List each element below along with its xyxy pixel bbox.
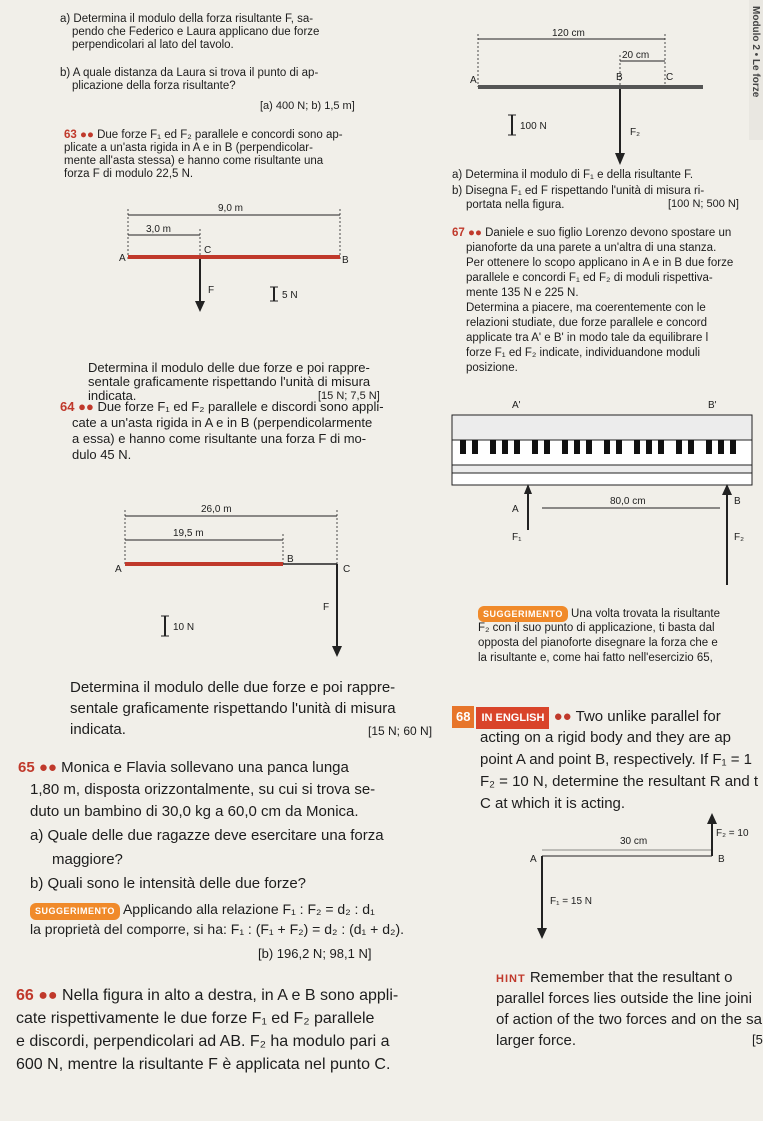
p63-question-1: Determina il modulo delle due forze e poi rappre- xyxy=(88,360,370,375)
p62b-b: b) Disegna F₁ ed F rispettando l'unità di misura ri- xyxy=(452,185,705,197)
fig1-force: F₂ xyxy=(630,127,640,138)
fig68-F2: F₂ = 10 xyxy=(716,828,749,839)
p1-b: b) A quale distanza da Laura si trova il punto di ap- xyxy=(60,67,319,79)
p1-a: a) Determina il modulo della forza risultante F, sa- xyxy=(60,13,314,25)
p68-text-2: acting on a rigid body and they are ap xyxy=(480,729,732,746)
sugg67-line-1: SUGGERIMENTO Una volta trovata la risultante xyxy=(478,606,720,622)
fig63-force: F xyxy=(208,285,215,296)
p67-text-7: relazioni studiate, due forze parallele e concord xyxy=(466,317,708,329)
p67-text-3: Per ottenere lo scopo applicano in A e in B due forze xyxy=(466,257,734,269)
p63-question-3: indicata. xyxy=(88,388,137,403)
p64-answer: [15 N; 60 N] xyxy=(368,724,433,738)
p64-question-3: indicata. xyxy=(70,721,126,738)
fig67-f1: F₁ xyxy=(512,532,522,543)
fig63-scale: 5 N xyxy=(282,290,298,301)
fig67-B: B xyxy=(734,496,741,507)
p65-text-3: duto un bambino di 30,0 kg a 60,0 cm da Monica. xyxy=(30,803,359,820)
p66-text-2: cate rispettivamente le due forze F₁ ed F₂ parallele xyxy=(16,1010,375,1027)
fig68-B: B xyxy=(718,854,725,865)
p67-text-4: parallele e concordi F₁ ed F₂ di moduli rispettiva- xyxy=(466,272,713,284)
p64-question-1: Determina il modulo delle due forze e poi rappre- xyxy=(70,679,396,696)
p64-text-4: dulo 45 N. xyxy=(72,447,132,462)
fig1-d2: 20 cm xyxy=(622,50,650,61)
fig64-d2: 19,5 m xyxy=(173,528,204,539)
p65-sugg-1: SUGGERIMENTO Applicando alla relazione F₁ : F₂ = d₂ : d₁ xyxy=(30,902,375,920)
p67-text-1: 67 ●● Daniele e suo figlio Lorenzo devono spostare un xyxy=(452,227,732,239)
p68-text-5: C at which it is acting. xyxy=(480,795,626,812)
p64-text-2: cate a un'asta rigida in A e in B (perpendicolarmente xyxy=(72,415,373,430)
figure-1 xyxy=(440,25,740,175)
p65-text-1: 65 ●● Monica e Flavia sollevano una panca lunga xyxy=(18,759,349,776)
p67-text-10: posizione. xyxy=(466,362,518,374)
p64-text-1: 64 ●● Due forze F₁ ed F₂ parallele e discordi sono appli- xyxy=(60,399,384,414)
fig64-d1: 26,0 m xyxy=(201,504,232,515)
p62b-b2: portata nella figura. xyxy=(466,199,565,211)
p1-a3: perpendicolari al lato del tavolo. xyxy=(72,39,234,51)
p66-text-1: 66 ●● Nella figura in alto a destra, in A e B sono appli- xyxy=(16,987,399,1004)
p67-text-8: applicate tra A' e B' in modo tale da equilibrare l xyxy=(466,332,709,344)
fig63-A: A xyxy=(119,253,126,264)
p68-number: 68 xyxy=(452,706,474,728)
p68-hint-4: larger force. xyxy=(496,1032,577,1049)
sidebar-text: Modulo 2 • Le forze xyxy=(750,6,761,98)
fig63-B: B xyxy=(342,255,349,266)
p63-question-2: sentale graficamente rispettando l'unità di misura xyxy=(88,374,371,389)
fig68-d: 30 cm xyxy=(620,836,648,847)
p63-text-2: plicate a un'asta rigida in A e in B (perpendicolar- xyxy=(64,142,313,154)
p67-text-6: Determina a piacere, ma coerentemente con le xyxy=(466,302,706,314)
p1-answer: [a) 400 N; b) 1,5 m] xyxy=(260,100,355,112)
p67-text-9: forze F₁ ed F₂ indicate, individuandone moduli xyxy=(466,347,701,359)
fig63-d2: 3,0 m xyxy=(146,224,172,235)
p63-answer: [15 N; 7,5 N] xyxy=(318,390,380,402)
p63-text-4: forza F di modulo 22,5 N. xyxy=(64,168,194,180)
sidebar-strip xyxy=(749,0,763,140)
p64-question-2: sentale graficamente rispettando l'unità di misura xyxy=(70,700,396,717)
fig1-scale: 100 N xyxy=(520,121,547,132)
p65-sugg-2: la proprietà del comporre, si ha: F₁ : (F₁ + F₂) = d₂ : (d₁ + d₂). xyxy=(30,921,404,937)
fig64-A: A xyxy=(115,564,122,575)
p68-text-1: 68 IN ENGLISH ●● Two unlike parallel for xyxy=(452,706,721,729)
bar-1 xyxy=(478,85,703,89)
p65-question-b: b) Quali sono le intensità delle due forze? xyxy=(30,875,307,892)
fig67-A1: A' xyxy=(512,400,521,411)
fig1-C: C xyxy=(666,72,674,83)
p68-hint-3: of action of the two forces and on the sa xyxy=(496,1011,763,1028)
p67-text-5: mente 135 N e 225 N. xyxy=(466,287,579,299)
p65-answer: [b) 196,2 N; 98,1 N] xyxy=(258,946,372,961)
p68-text-3: point A and point B, respectively. If F₁ = 1 xyxy=(480,751,753,768)
fig1-B: B xyxy=(616,72,623,83)
fig67-d: 80,0 cm xyxy=(610,496,646,507)
p63-text-3: mente all'asta stessa) e hanno come risultante una xyxy=(64,155,324,167)
p68-answer: [5 xyxy=(752,1032,763,1047)
figure-63 xyxy=(118,195,418,345)
suggestion-badge: SUGGERIMENTO xyxy=(478,606,568,622)
fig67-B1: B' xyxy=(708,400,717,411)
fig1-A: A xyxy=(470,75,477,86)
fig63-d1: 9,0 m xyxy=(218,203,244,214)
bar-63 xyxy=(128,255,340,259)
fig67-f2: F₂ xyxy=(734,532,744,543)
fig1-d1: 120 cm xyxy=(552,28,585,39)
fig68-A: A xyxy=(530,854,537,865)
fig64-scale: 10 N xyxy=(173,622,195,633)
p68-text-4: F₂ = 10 N, determine the resultant R and t xyxy=(480,773,759,790)
p1-a2: pendo che Federico e Laura applicano due forze xyxy=(72,26,320,38)
p66-text-3: e discordi, perpendicolari ad AB. F₂ ha modulo pari a xyxy=(16,1033,390,1050)
p65-question-a: a) Quale delle due ragazze deve esercitare una forza xyxy=(30,827,384,844)
fig67-A: A xyxy=(512,504,519,515)
p66-text-4: 600 N, mentre la risultante F è applicata nel punto C. xyxy=(16,1056,391,1073)
p63-number: 63 xyxy=(64,129,77,141)
p62b-a: a) Determina il modulo di F₁ e della risultante F. xyxy=(452,169,694,181)
bar-64 xyxy=(125,562,283,566)
fig64-B: B xyxy=(287,554,294,565)
fig64-force: F xyxy=(323,602,330,613)
english-badge: IN ENGLISH xyxy=(476,707,549,729)
p68-hint-2: parallel forces lies outside the line joini xyxy=(496,990,752,1007)
figure-68 xyxy=(480,812,760,947)
p65-question-a2: maggiore? xyxy=(52,851,123,868)
figure-64 xyxy=(115,500,415,670)
sugg67-line-3: opposta del pianoforte disegnare la forza che e xyxy=(478,637,718,649)
sugg67-line-4: la risultante e, come hai fatto nell'esercizio 65, xyxy=(478,652,713,664)
sugg67-line-2: F₂ con il suo punto di applicazione, ti basta dal xyxy=(478,622,715,634)
p63-text-1: 63 ●● Due forze F₁ ed F₂ parallele e concordi sono ap- xyxy=(64,129,343,141)
p62b-answer: [100 N; 500 N] xyxy=(668,198,739,210)
p68-hint-1: HINT Remember that the resultant o xyxy=(496,969,733,986)
figure-67 xyxy=(452,390,752,600)
p65-text-2: 1,80 m, disposta orizzontalmente, su cui si trova se- xyxy=(30,781,376,798)
fig64-C: C xyxy=(343,564,351,575)
p1-b2: plicazione della forza risultante? xyxy=(72,80,236,92)
p64-text-3: a essa) e hanno come risultante una forza F di mo- xyxy=(72,431,367,446)
p67-text-2: pianoforte da una parete a un'altra di una stanza. xyxy=(466,242,717,254)
fig68-F1: F₁ = 15 N xyxy=(550,896,593,907)
fig63-C: C xyxy=(204,245,212,256)
